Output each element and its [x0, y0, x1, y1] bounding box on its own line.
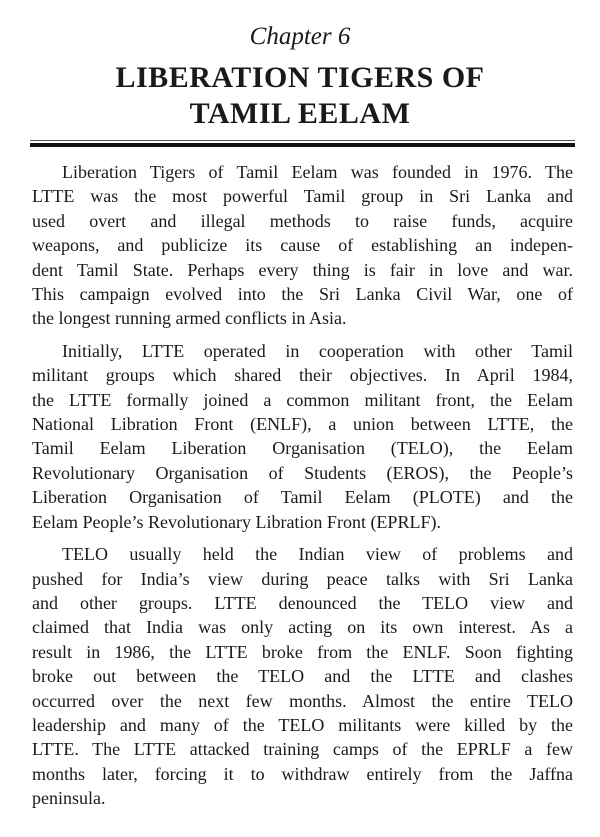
text-line: Liberation Tigers of Tamil Eelam was founded in 1976. The	[62, 162, 573, 182]
text-line: weapons, and publicize its cause of establishing an indepen-	[32, 235, 573, 256]
text-line: militant groups which shared their objectives. In April 1984,	[32, 365, 573, 386]
paragraph-3	[32, 542, 573, 810]
text-line: dent Tamil State. Perhaps every thing is fair in love and war.	[32, 259, 573, 280]
text-line: Tamil Eelam Liberation Organisation (TELO), the Eelam	[32, 438, 573, 459]
text-line: pushed for India’s view during peace talks with Sri Lanka	[32, 568, 573, 589]
paragraph-1	[32, 160, 573, 331]
text-line: claimed that India was only acting on its own interest. As a	[32, 617, 573, 638]
chapter-title-line-1: LIBERATION TIGERS OF	[115, 61, 485, 94]
title-rule-thin	[30, 140, 575, 141]
chapter-number: Chapter 6	[249, 23, 351, 50]
text-line: Revolutionary Organisation of Students (EROS), the People’s	[32, 462, 573, 483]
paragraph-2	[32, 339, 573, 534]
text-line: the LTTE formally joined a common militant front, the Eelam	[32, 389, 573, 410]
text-line: Liberation Organisation of Tamil Eelam (PLOTE) and the	[32, 487, 573, 508]
text-line: used overt and illegal methods to raise funds, acquire	[32, 210, 573, 231]
text-line: occurred over the next few months. Almost the entire TELO	[32, 690, 573, 711]
text-line: and other groups. LTTE denounced the TELO view and	[32, 592, 573, 613]
text-line: Eelam People’s Revolutionary Libration Front (EPRLF).	[32, 511, 441, 532]
text-line: months later, forcing it to withdraw entirely from the Jaffna	[32, 763, 573, 784]
text-line: LTTE. The LTTE attacked training camps of the EPRLF a few	[32, 739, 573, 760]
chapter-title	[0, 60, 600, 132]
text-line: National Libration Front (ENLF), a union between LTTE, the	[32, 414, 573, 435]
text-line: broke out between the TELO and the LTTE and clashes	[32, 666, 573, 687]
text-line: the longest running armed conflicts in Asia.	[32, 308, 347, 329]
chapter-title-line-2: TAMIL EELAM	[189, 97, 411, 130]
text-line: TELO usually held the Indian view of problems and	[62, 544, 573, 565]
text-line: LTTE was the most powerful Tamil group in Sri Lanka and	[32, 186, 573, 207]
text-line: peninsula.	[32, 788, 106, 809]
chapter-body	[32, 160, 573, 819]
text-line: result in 1986, the LTTE broke from the ENLF. Soon fighting	[32, 641, 573, 662]
text-line: This campaign evolved into the Sri Lanka Civil War, one of	[32, 284, 573, 305]
title-rule-thick	[30, 143, 575, 147]
text-line: leadership and many of the TELO militants were killed by the	[32, 714, 573, 735]
text-line: Initially, LTTE operated in cooperation with other Tamil	[62, 340, 573, 361]
